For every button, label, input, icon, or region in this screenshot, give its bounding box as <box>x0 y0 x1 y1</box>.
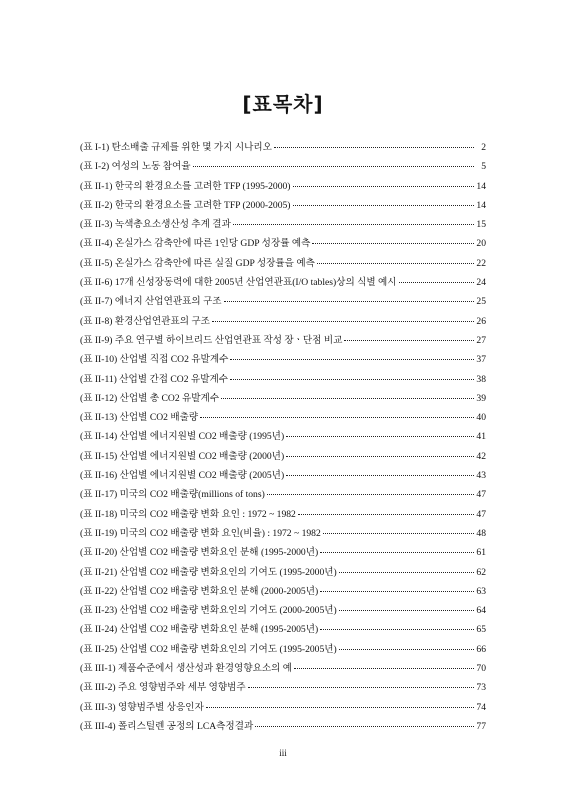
toc-entry-page: 25 <box>476 296 486 308</box>
toc-entry-page: 73 <box>476 682 486 694</box>
toc-entry[interactable] <box>80 620 486 639</box>
toc-entry-page: 43 <box>476 470 486 482</box>
dot-leader <box>233 223 474 225</box>
page-number: iii <box>279 748 287 758</box>
toc-entry-page: 14 <box>476 199 486 211</box>
toc-entry[interactable] <box>80 292 486 311</box>
toc-entry[interactable] <box>80 524 486 543</box>
dot-leader <box>248 686 474 688</box>
toc-entry[interactable] <box>80 717 486 736</box>
dot-leader <box>286 455 474 457</box>
toc-entry[interactable] <box>80 505 486 524</box>
page-title: [표목차] <box>242 92 324 116</box>
toc-entry[interactable] <box>80 408 486 427</box>
toc-entry[interactable] <box>80 447 486 466</box>
toc-entry-page: 42 <box>476 450 486 462</box>
toc-entry-label: (표 II-19) 미국의 CO2 배출량 변화 요인(비율) : 1972 ~ 1982 <box>80 527 321 539</box>
toc-entry-page: 48 <box>476 527 486 539</box>
dot-leader <box>193 165 474 167</box>
toc-entry[interactable] <box>80 254 486 273</box>
toc-entry[interactable] <box>80 466 486 485</box>
toc-entry-label: (표 II-2) 한국의 환경요소를 고려한 TFP (2000-2005) <box>80 199 291 211</box>
dot-leader <box>320 628 474 630</box>
toc-entry-page: 14 <box>476 180 486 192</box>
toc-entry[interactable] <box>80 678 486 697</box>
toc-entry-label: (표 II-14) 산업별 에너지원별 CO2 배출량 (1995년) <box>80 431 285 443</box>
toc-entry-page: 41 <box>476 431 486 443</box>
toc-entry-page: 40 <box>476 412 486 424</box>
dot-leader <box>298 513 474 515</box>
toc-entry-page: 24 <box>476 277 486 289</box>
dot-leader <box>293 204 474 206</box>
toc-entry-label: (표 II-24) 산업별 CO2 배출량 변화요인 분해 (1995-2005년) <box>80 624 319 636</box>
toc-entry-page: 47 <box>476 489 486 501</box>
dot-leader <box>255 725 474 727</box>
toc-entry[interactable] <box>80 640 486 659</box>
toc-entry[interactable] <box>80 215 486 234</box>
dot-leader <box>312 242 474 244</box>
dot-leader <box>224 300 474 302</box>
dot-leader <box>200 416 474 418</box>
toc-entry-label: (표 II-12) 산업별 총 CO2 유발계수 <box>80 392 220 404</box>
toc-entry-page: 22 <box>476 257 486 269</box>
toc-entry[interactable] <box>80 485 486 504</box>
dot-leader <box>399 281 474 283</box>
toc-entry-label: (표 I-1) 탄소배출 규제를 위한 몇 가지 시나리오 <box>80 142 272 153</box>
toc-entry-label: (표 III-3) 영향범주별 상응인자 <box>80 701 204 713</box>
dot-leader <box>212 320 474 322</box>
toc-entry-page: 2 <box>481 142 486 153</box>
dot-leader <box>206 706 474 708</box>
toc-entry-label: (표 II-15) 산업별 에너지원별 CO2 배출량 (2000년) <box>80 450 285 462</box>
dot-leader <box>221 397 474 399</box>
table-of-contents <box>80 138 486 736</box>
toc-entry-label: (표 II-20) 산업별 CO2 배출량 변화요인 분해 (1995-2000년) <box>80 547 319 559</box>
dot-leader <box>230 378 474 380</box>
toc-entry-page: 62 <box>476 566 486 578</box>
dot-leader <box>230 358 474 360</box>
dot-leader <box>293 185 474 187</box>
toc-entry-page: 64 <box>476 605 486 617</box>
toc-entry-label: (표 III-1) 제품수준에서 생산성과 환경영향요소의 예 <box>80 663 293 675</box>
toc-entry-page: 26 <box>476 315 486 327</box>
toc-entry-page: 15 <box>476 219 486 231</box>
toc-entry[interactable] <box>80 196 486 215</box>
dot-leader <box>339 609 474 611</box>
toc-entry-page: 70 <box>476 663 486 675</box>
dot-leader <box>339 648 474 650</box>
toc-entry[interactable] <box>80 312 486 331</box>
toc-entry[interactable] <box>80 427 486 446</box>
toc-entry-page: 20 <box>476 238 486 250</box>
toc-entry[interactable] <box>80 601 486 620</box>
toc-entry-label: (표 II-11) 산업별 간접 CO2 유발계수 <box>80 373 229 385</box>
toc-entry[interactable] <box>80 389 486 408</box>
toc-entry-page: 63 <box>476 585 486 597</box>
toc-entry-label: (표 I-2) 여성의 노동 참여율 <box>80 161 191 173</box>
toc-entry-label: (표 II-13) 산업별 CO2 배출량 <box>80 412 199 424</box>
toc-entry-label: (표 II-8) 환경산업연관표의 구조 <box>80 315 210 327</box>
toc-entry[interactable] <box>80 698 486 717</box>
toc-entry-page: 37 <box>476 354 486 366</box>
toc-entry-label: (표 II-5) 온실가스 감축안에 따른 실질 GDP 성장률을 예측 <box>80 257 315 269</box>
toc-entry-label: (표 II-4) 온실가스 감축안에 따른 1인당 GDP 성장률 예측 <box>80 238 311 250</box>
dot-leader <box>274 146 474 148</box>
toc-entry-label: (표 II-6) 17개 신성장동력에 대한 2005년 산업연관표(I/O tables)상의 식별 예시 <box>80 277 397 289</box>
toc-entry[interactable] <box>80 350 486 369</box>
toc-entry-page: 74 <box>476 701 486 713</box>
dot-leader <box>317 262 474 264</box>
toc-entry[interactable] <box>80 331 486 350</box>
toc-entry-label: (표 III-4) 폴리스틸렌 공정의 LCA측정결과 <box>80 720 254 732</box>
toc-entry-page: 38 <box>476 373 486 385</box>
dot-leader <box>323 532 474 534</box>
toc-entry[interactable] <box>80 273 486 292</box>
toc-entry-label: (표 II-9) 주요 연구별 하이브리드 산업연관표 작성 장ㆍ단점 비교 <box>80 334 343 346</box>
toc-entry-label: (표 II-3) 녹색총요소생산성 추계 결과 <box>80 219 231 231</box>
toc-entry-label: (표 III-2) 주요 영향범주와 세부 영향범주 <box>80 682 246 694</box>
toc-entry[interactable] <box>80 659 486 678</box>
toc-entry-page: 66 <box>476 643 486 655</box>
dot-leader <box>320 551 474 553</box>
toc-entry-page: 27 <box>476 334 486 346</box>
toc-entry[interactable] <box>80 177 486 196</box>
dot-leader <box>286 435 474 437</box>
toc-entry-page: 5 <box>481 161 486 173</box>
toc-entry[interactable] <box>80 234 486 253</box>
toc-entry-page: 65 <box>476 624 486 636</box>
dot-leader <box>339 571 474 573</box>
dot-leader <box>286 474 474 476</box>
dot-leader <box>344 339 474 341</box>
toc-entry-label: (표 II-1) 한국의 환경요소를 고려한 TFP (1995-2000) <box>80 180 291 192</box>
toc-entry[interactable] <box>80 543 486 562</box>
toc-entry[interactable] <box>80 563 486 582</box>
toc-entry-page: 77 <box>476 720 486 732</box>
toc-entry-label: (표 II-23) 산업별 CO2 배출량 변화요인의 기여도 (2000-2005년) <box>80 605 337 617</box>
toc-entry[interactable] <box>80 138 486 157</box>
toc-entry-label: (표 II-18) 미국의 CO2 배출량 변화 요인 : 1972 ~ 1982 <box>80 508 296 520</box>
toc-entry-label: (표 II-10) 산업별 직접 CO2 유발계수 <box>80 354 229 366</box>
dot-leader <box>294 667 474 669</box>
toc-entry[interactable] <box>80 582 486 601</box>
toc-entry-label: (표 II-17) 미국의 CO2 배출량(millions of tons) <box>80 489 265 501</box>
toc-entry-page: 39 <box>476 392 486 404</box>
toc-entry-label: (표 II-22) 산업별 CO2 배출량 변화요인 분해 (2000-2005년) <box>80 585 319 597</box>
dot-leader <box>267 493 474 495</box>
toc-entry-label: (표 II-25) 산업별 CO2 배출량 변화요인의 기여도 (1995-2005년) <box>80 643 337 655</box>
toc-entry-label: (표 II-16) 산업별 에너지원별 CO2 배출량 (2005년) <box>80 470 285 482</box>
toc-entry-page: 47 <box>476 508 486 520</box>
dot-leader <box>320 590 474 592</box>
toc-entry[interactable] <box>80 157 486 176</box>
toc-entry-label: (표 II-7) 에너지 산업연관표의 구조 <box>80 296 222 308</box>
toc-entry-page: 61 <box>476 547 486 559</box>
toc-entry-label: (표 II-21) 산업별 CO2 배출량 변화요인의 기여도 (1995-2000년) <box>80 566 337 578</box>
toc-entry[interactable] <box>80 370 486 389</box>
